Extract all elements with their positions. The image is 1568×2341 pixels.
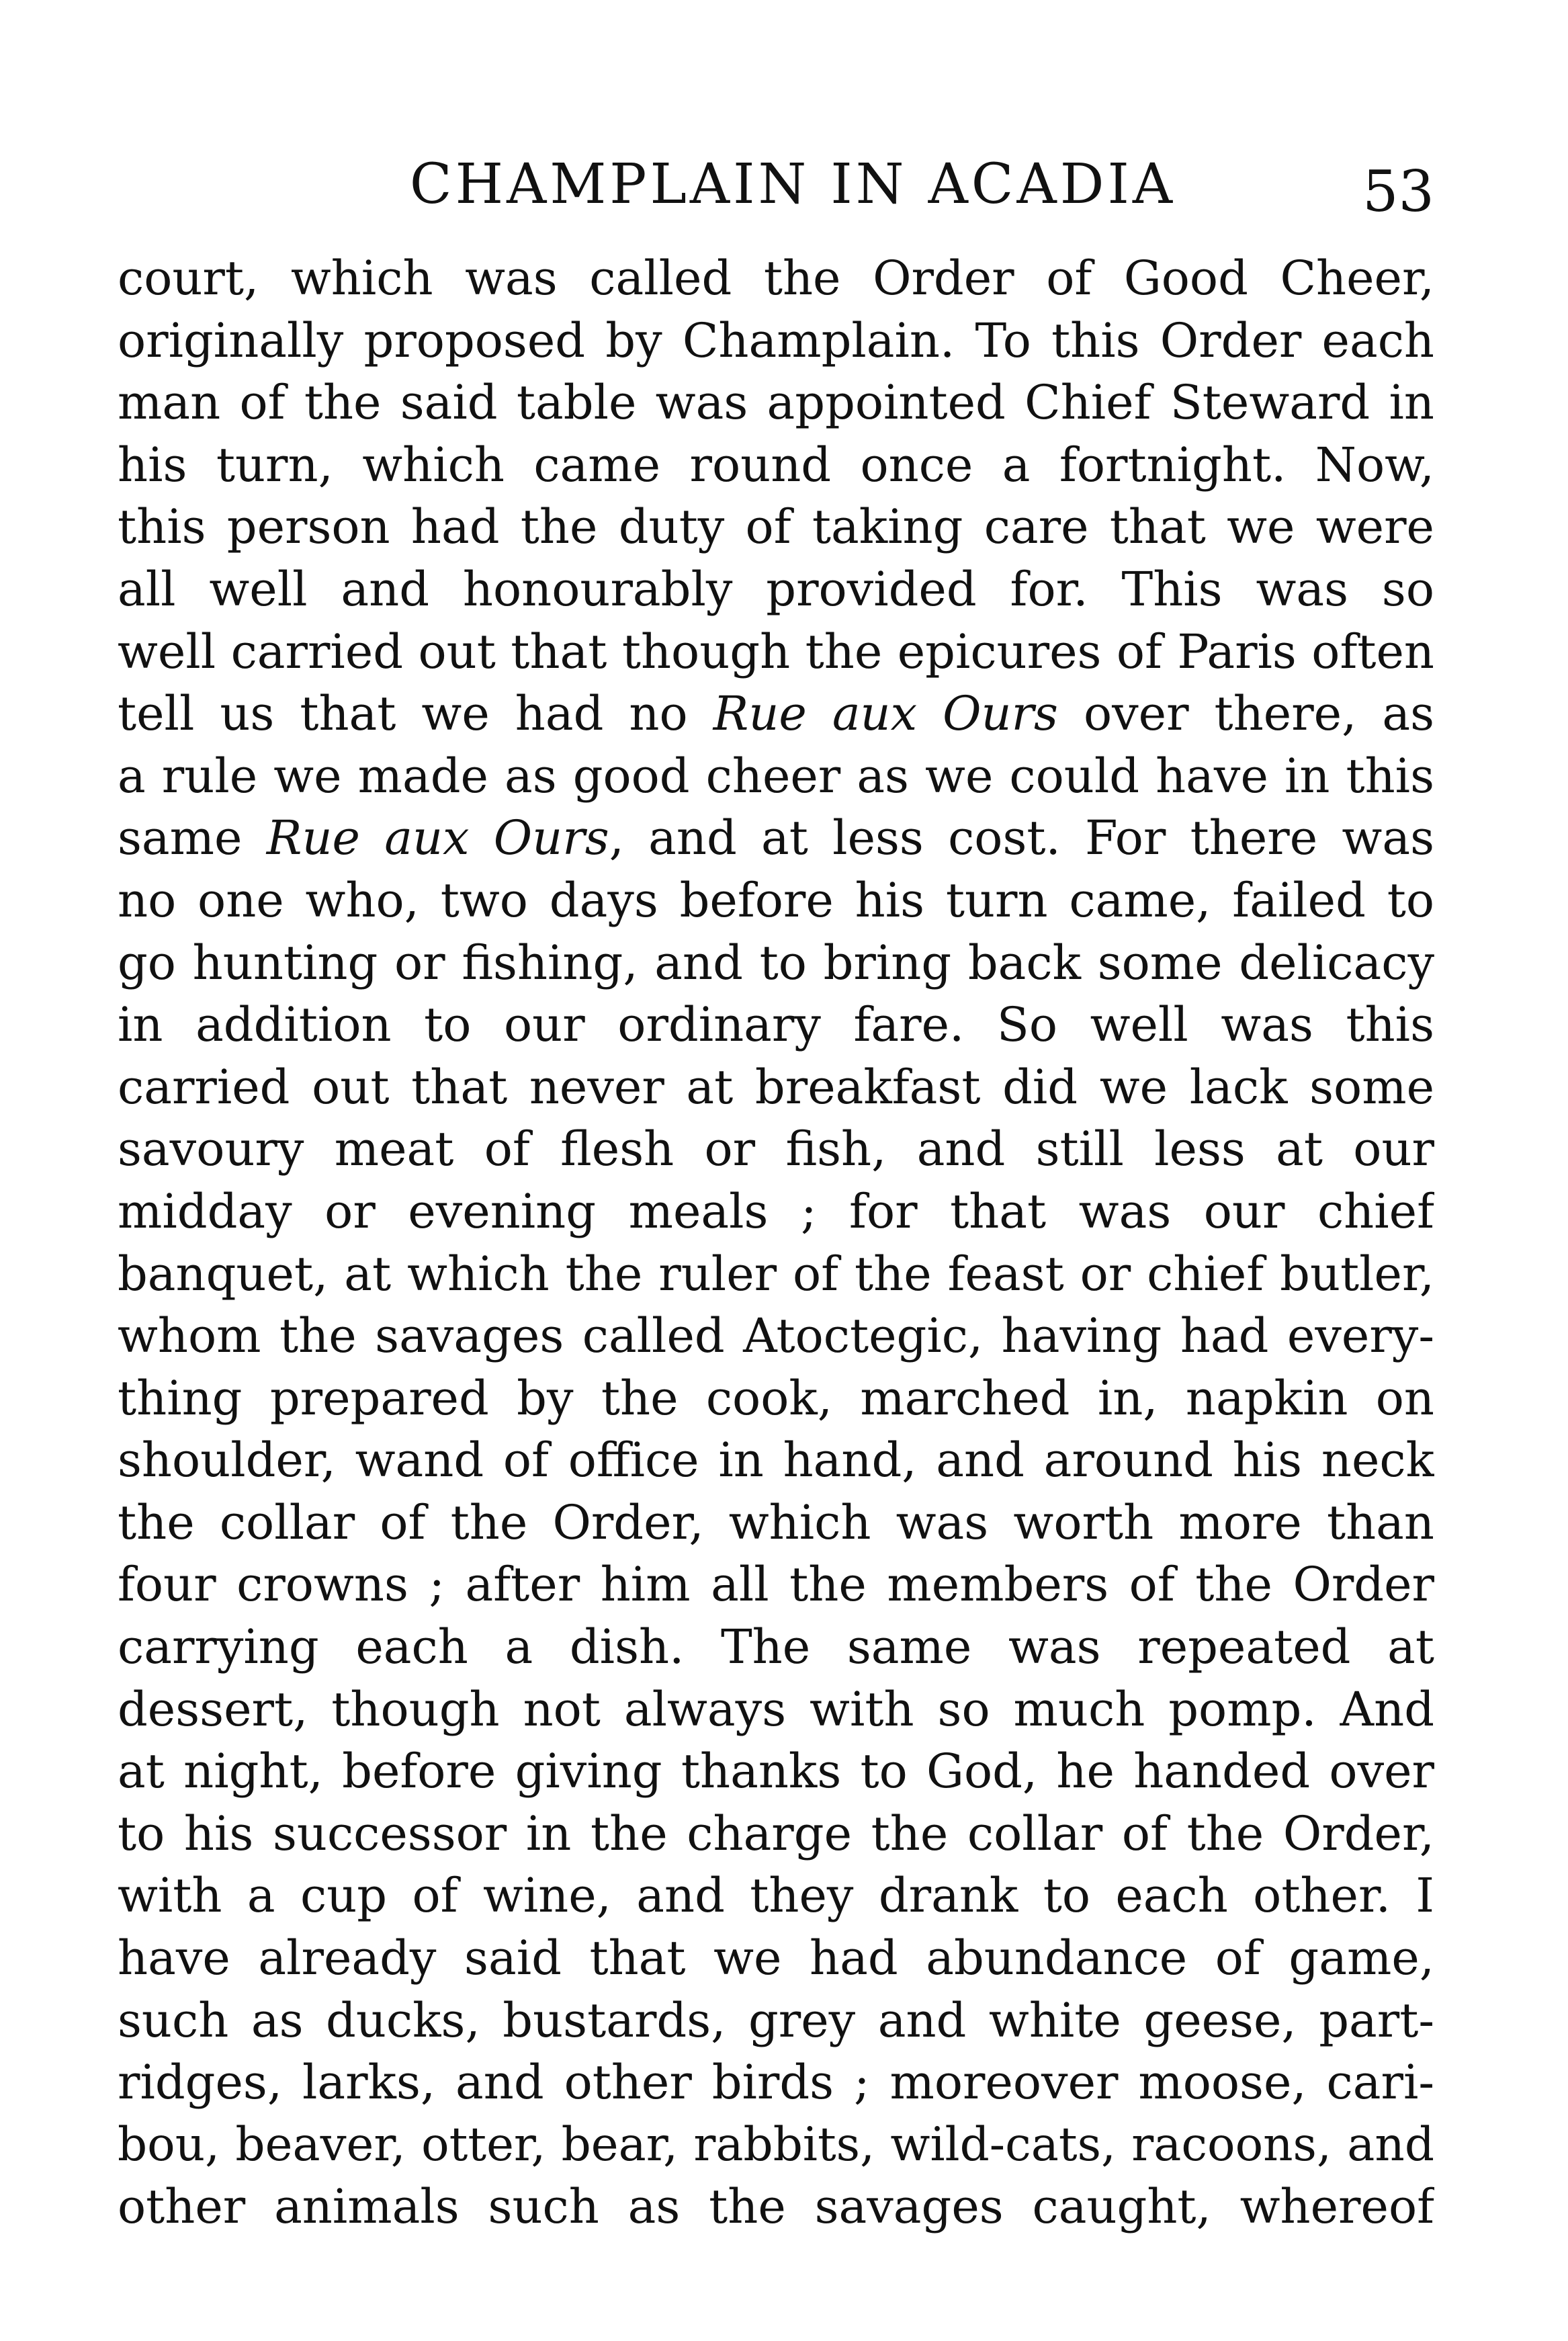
text-run: all well and honourably provided for. This was so bbox=[118, 561, 1434, 617]
text-run: carried out that never at breakfast did we lack some bbox=[118, 1059, 1434, 1115]
text-run: court, which was called the Order of Good Cheer, bbox=[118, 251, 1434, 306]
text-run: a rule we made as good cheer as we could have in this bbox=[118, 748, 1434, 804]
text-run: originally proposed by Champlain. To this Order each bbox=[118, 312, 1434, 368]
text-line bbox=[118, 1243, 1434, 1306]
running-title: CHAMPLAIN IN ACADIA bbox=[409, 153, 1176, 216]
text-line bbox=[118, 2051, 1434, 2114]
text-run: , and at less cost. For there was bbox=[609, 810, 1434, 866]
text-line bbox=[118, 2114, 1434, 2176]
text-run: four crowns ; after him all the members of the Order bbox=[118, 1557, 1434, 1613]
text-line bbox=[118, 1367, 1434, 1430]
text-run: bou, beaver, otter, bear, rabbits, wild-cats, racoons, and bbox=[118, 2117, 1434, 2172]
text-line bbox=[118, 310, 1434, 372]
text-run: whom the savages called Atoctegic, having had every- bbox=[118, 1308, 1434, 1364]
text-line bbox=[118, 496, 1434, 558]
body-text bbox=[118, 247, 1434, 2238]
text-run: dessert, though not always with so much pomp. And bbox=[118, 1681, 1434, 1737]
text-line bbox=[118, 2176, 1434, 2238]
text-line bbox=[118, 1927, 1434, 1990]
text-line bbox=[118, 807, 1434, 869]
text-line bbox=[118, 1118, 1434, 1181]
text-line bbox=[118, 621, 1434, 683]
text-line bbox=[118, 434, 1434, 497]
text-line bbox=[118, 558, 1434, 621]
text-run: other animals such as the savages caught, whereof bbox=[118, 2179, 1434, 2235]
text-run: tell us that we had no bbox=[118, 686, 713, 742]
text-line bbox=[118, 994, 1434, 1056]
text-line bbox=[118, 1616, 1434, 1678]
text-run: in addition to our ordinary fare. So well was this bbox=[118, 997, 1434, 1053]
text-line bbox=[118, 1492, 1434, 1554]
text-line bbox=[118, 1429, 1434, 1492]
text-run: no one who, two days before his turn came, failed to bbox=[118, 872, 1434, 928]
text-line bbox=[118, 1865, 1434, 1927]
text-run: such as ducks, bustards, grey and white geese, part- bbox=[118, 1992, 1434, 2048]
text-run: well carried out that though the epicures of Paris often bbox=[118, 624, 1434, 679]
text-run: have already said that we had abundance of game, bbox=[118, 1930, 1434, 1986]
text-line bbox=[118, 372, 1434, 434]
text-run: savoury meat of flesh or fish, and still less at our bbox=[118, 1121, 1434, 1177]
text-run: go hunting or fishing, and to bring back some delicacy bbox=[118, 935, 1434, 990]
text-run: the collar of the Order, which was worth more than bbox=[118, 1494, 1434, 1550]
text-run: man of the said table was appointed Chief Steward in bbox=[118, 375, 1434, 431]
text-line bbox=[118, 683, 1434, 745]
text-line bbox=[118, 1305, 1434, 1367]
text-run: shoulder, wand of office in hand, and around his neck bbox=[118, 1433, 1434, 1488]
text-run: same bbox=[118, 810, 267, 866]
text-line bbox=[118, 1803, 1434, 1865]
text-run: this person had the duty of taking care that we were bbox=[118, 499, 1434, 555]
text-run: to his successor in the charge the collar of the Order, bbox=[118, 1805, 1434, 1861]
text-run: midday or evening meals ; for that was our chief bbox=[118, 1183, 1434, 1239]
text-run: at night, before giving thanks to God, he handed over bbox=[118, 1744, 1434, 1799]
text-run: over there, as bbox=[1057, 686, 1434, 742]
text-line bbox=[118, 1553, 1434, 1616]
text-run: thing prepared by the cook, marched in, napkin on bbox=[118, 1370, 1434, 1426]
text-line bbox=[118, 1990, 1434, 2052]
text-line bbox=[118, 1056, 1434, 1119]
text-line bbox=[118, 745, 1434, 808]
text-line bbox=[118, 1181, 1434, 1243]
italic-phrase: Rue aux Ours bbox=[713, 686, 1058, 742]
text-run: banquet, at which the ruler of the feast or chief butler, bbox=[118, 1246, 1434, 1302]
text-run: with a cup of wine, and they drank to each other. I bbox=[118, 1868, 1434, 1924]
text-line bbox=[118, 932, 1434, 994]
running-head bbox=[118, 144, 1434, 225]
text-run: his turn, which came round once a fortnight. Now, bbox=[118, 437, 1434, 493]
text-line bbox=[118, 247, 1434, 310]
text-run: carrying each a dish. The same was repeated at bbox=[118, 1619, 1434, 1675]
text-line bbox=[118, 1740, 1434, 1803]
page-number: 53 bbox=[1362, 159, 1434, 224]
text-line bbox=[118, 869, 1434, 932]
text-run: ridges, larks, and other birds ; moreover moose, cari- bbox=[118, 2055, 1434, 2111]
italic-phrase: Rue aux Ours bbox=[266, 810, 609, 866]
text-line bbox=[118, 1678, 1434, 1741]
